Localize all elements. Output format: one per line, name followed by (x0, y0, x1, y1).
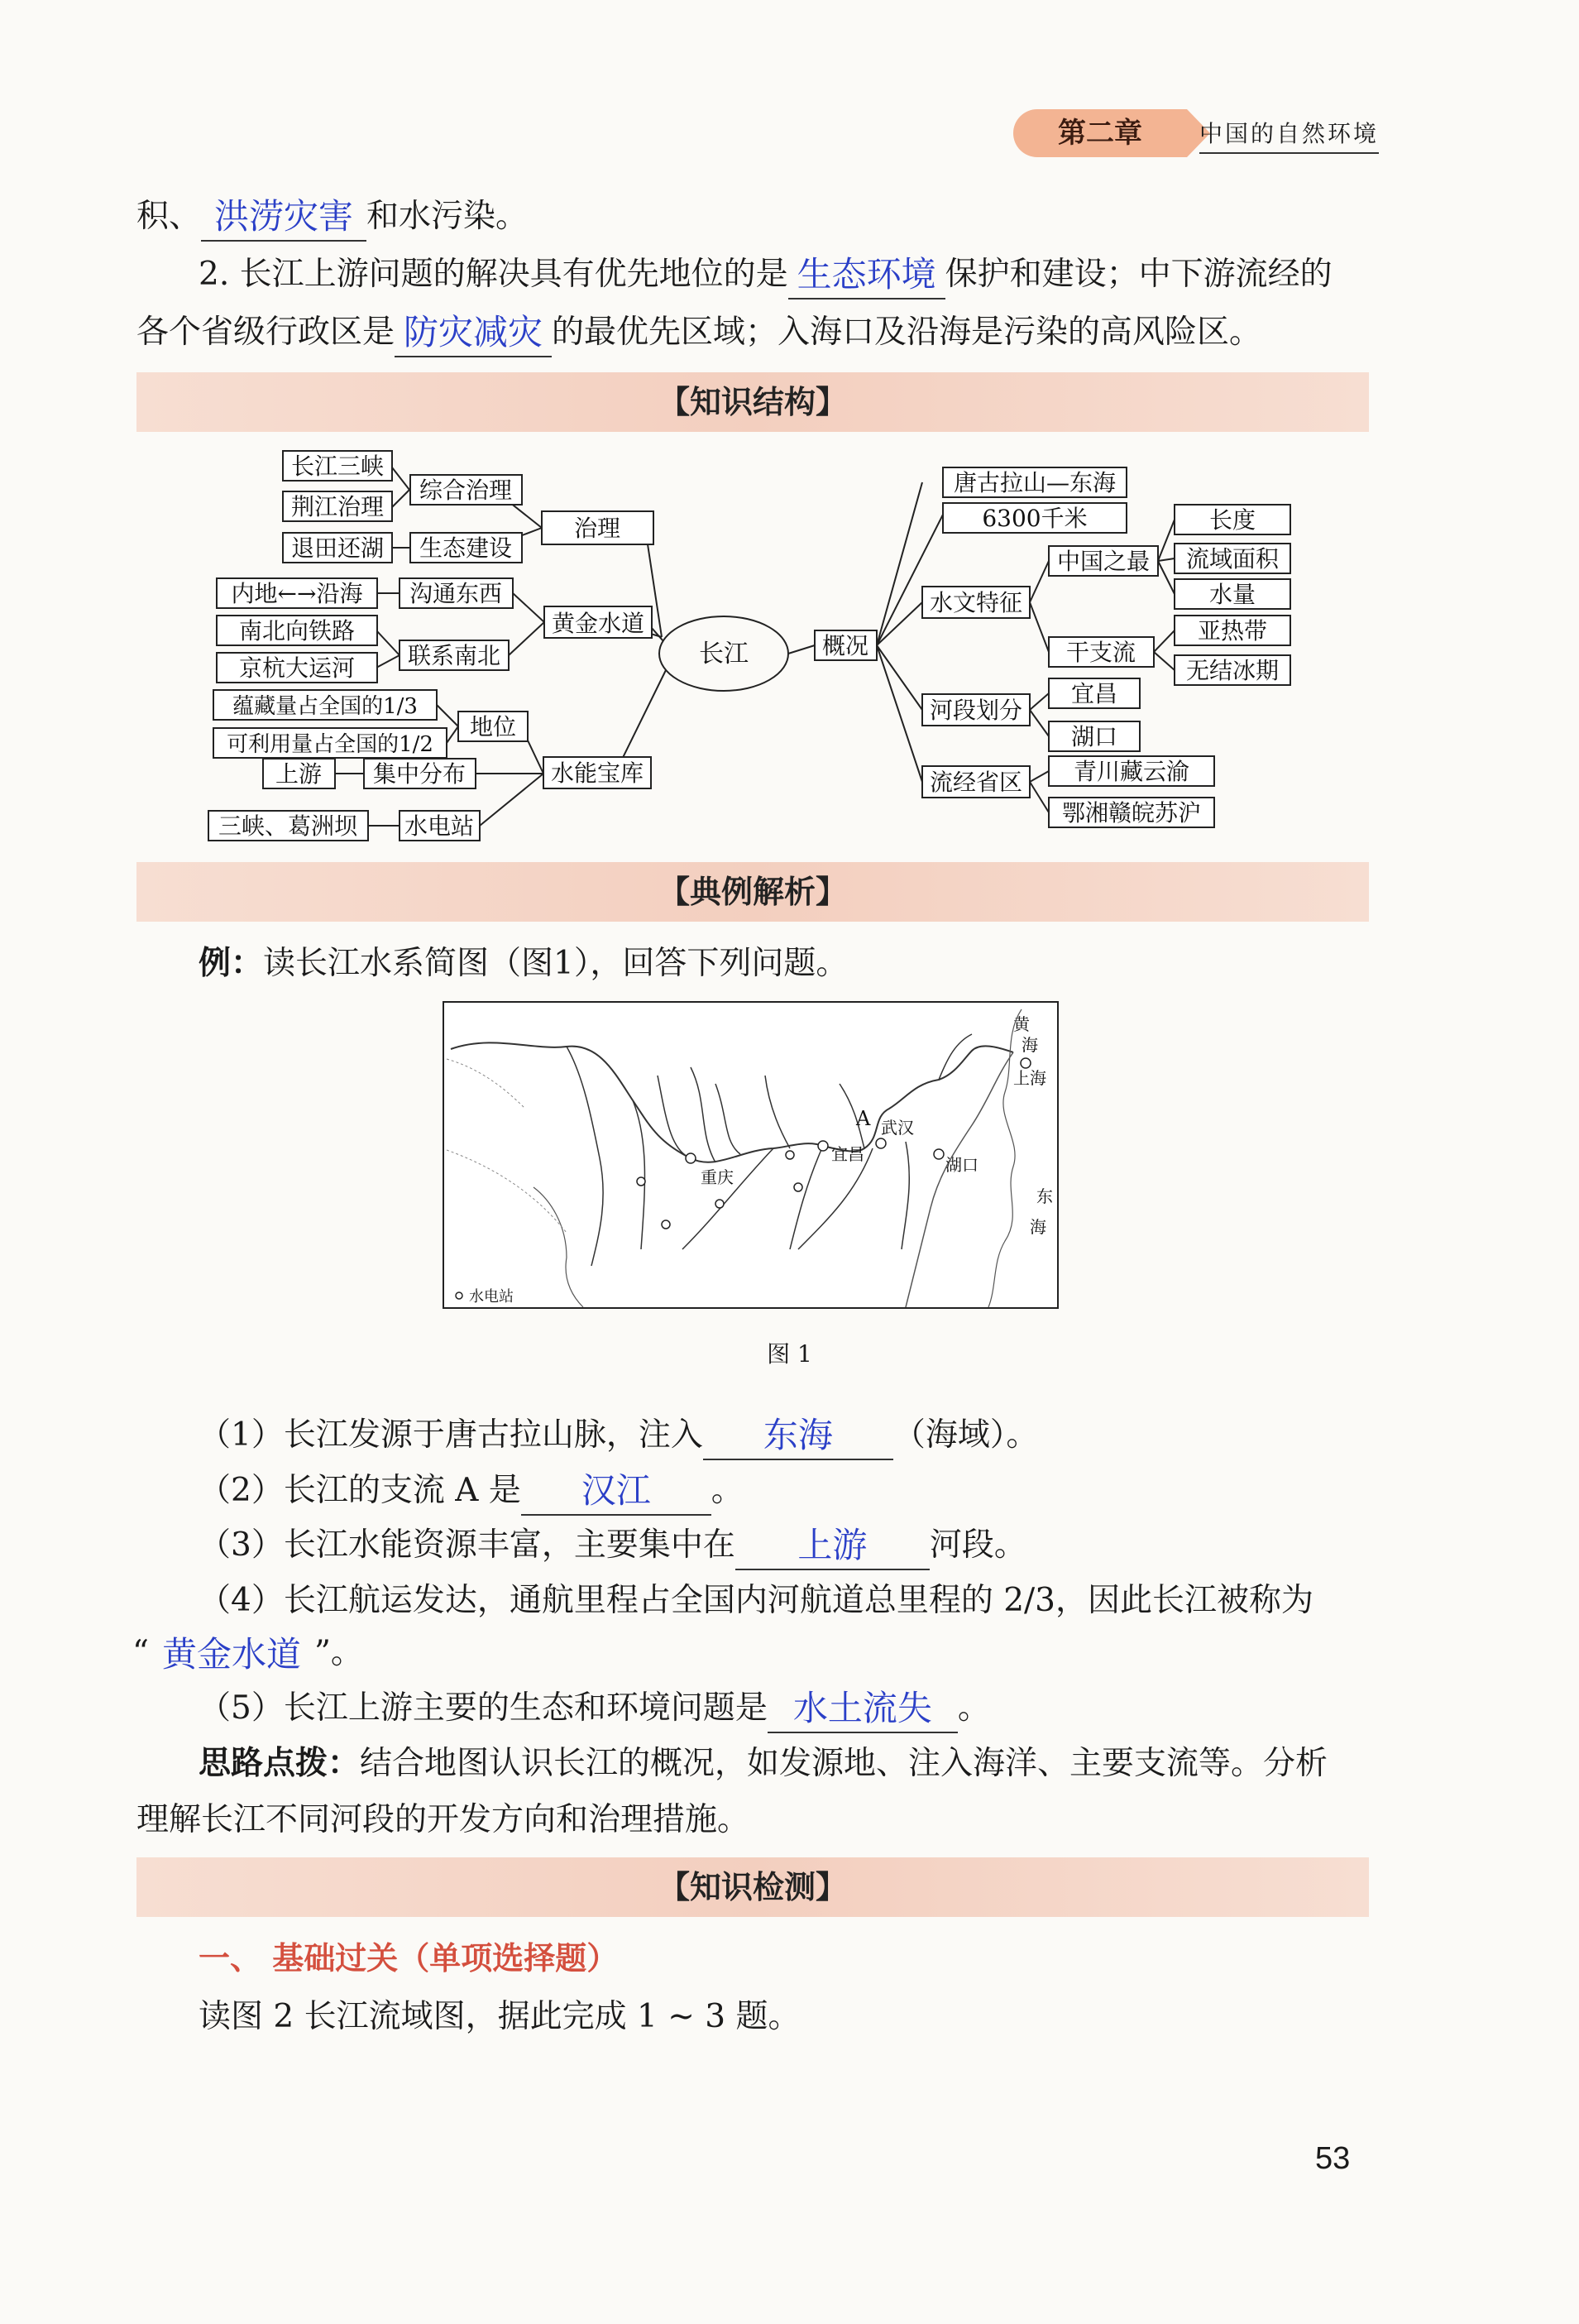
label: 水电站 (404, 812, 475, 840)
handwritten-answer: 汉江 (581, 1470, 651, 1511)
label: 青川藏云渝 (1073, 758, 1190, 785)
map-label: 海 (1022, 1035, 1038, 1055)
question-4-line-1 (199, 1576, 1313, 1626)
example-intro (199, 939, 848, 989)
text: 。 (957, 1689, 990, 1727)
question-1 (199, 1411, 1038, 1460)
text: “ (132, 1634, 149, 1671)
label: 水量 (1208, 581, 1256, 608)
hukou-dot (934, 1149, 944, 1159)
text: 河段。 (929, 1526, 1026, 1564)
question-2 (199, 1466, 744, 1516)
subsection-heading: 一、 基础过关（单项选择题） (199, 1940, 619, 1977)
label: 集中分布 (372, 760, 467, 788)
section-title: 【典例解析】 (658, 874, 847, 910)
answer-blank (703, 1416, 893, 1460)
figure-caption: 图 1 (767, 1340, 812, 1368)
label: 荆江治理 (290, 493, 385, 520)
text: ”。 (313, 1634, 363, 1671)
yangtze-map (443, 1001, 1059, 1309)
text: （4）长江航运发达，通航里程占全国内河航道总里程的 2/3，因此长江被称为 (199, 1582, 1313, 1619)
label: 联系南北 (407, 642, 501, 669)
text: 保护和建设；中下游流经的 (945, 256, 1333, 293)
map-label: 黄 (1013, 1014, 1030, 1034)
label: 综合治理 (419, 477, 513, 504)
text: 理解长江不同河段的开发方向和治理措施。 (136, 1801, 750, 1838)
hint-line-1 (199, 1739, 1328, 1789)
label: 河段划分 (929, 697, 1023, 724)
label: 可利用量占全国的1/2 (227, 732, 433, 757)
label: 治理 (573, 515, 621, 542)
label: 南北向铁路 (238, 617, 356, 644)
map-label: 上海 (1013, 1068, 1046, 1088)
label: 沟通东西 (409, 580, 503, 607)
text: 读长江水系简图（图1），回答下列问题。 (263, 945, 849, 982)
map-legend: 水电站 (469, 1288, 514, 1306)
map-label: 海 (1030, 1217, 1046, 1237)
label: 中国之最 (1056, 548, 1151, 575)
handwritten-answer: 东海 (763, 1415, 833, 1455)
handwritten-answer: 洪涝灾害 (214, 196, 354, 237)
section-band-check (136, 1857, 1369, 1917)
label: 水能宝库 (550, 759, 644, 787)
map-label: 宜昌 (831, 1144, 864, 1164)
text: 结合地图认识长江的概况，如发源地、注入海洋、主要支流等。分析 (360, 1745, 1328, 1782)
shanghai-dot (1021, 1058, 1031, 1068)
handwritten-answer: 上游 (797, 1525, 868, 1565)
text: （2）长江的支流 A 是 (199, 1472, 521, 1509)
chapter-badge: 第二章 (1013, 109, 1187, 157)
chapter-title: 中国的自然环境 (1199, 116, 1379, 154)
label: 6300千米 (982, 505, 1088, 532)
label: 长度 (1208, 506, 1256, 534)
label: 宜昌 (1070, 680, 1118, 707)
map-label: 湖口 (945, 1155, 979, 1175)
map-label: 重庆 (701, 1167, 734, 1187)
text: 积、 (136, 198, 202, 235)
label: 无结冰期 (1185, 657, 1280, 684)
question-5 (199, 1684, 990, 1733)
label: 蕴藏量占全国的1/3 (232, 694, 418, 719)
label: 流经省区 (929, 769, 1023, 796)
handwritten-answer: 生态环境 (797, 254, 936, 295)
text: 的最优先区域；入海口及沿海是污染的高风险区。 (552, 314, 1262, 351)
answer-blank (521, 1471, 711, 1516)
label: 思路点拨： (199, 1745, 361, 1782)
answer-blank (768, 1689, 958, 1733)
label: 水文特征 (929, 589, 1023, 616)
map-label: 武汉 (881, 1118, 914, 1138)
label: 亚热带 (1197, 617, 1268, 644)
yichang-dot (818, 1141, 828, 1151)
answer-field (149, 1635, 314, 1678)
handwritten-answer: 黄金水道 (161, 1634, 301, 1675)
section-title: 【知识检测】 (658, 1869, 847, 1905)
label: 唐古拉山—东海 (953, 469, 1117, 496)
map-label: A (856, 1107, 871, 1130)
handwritten-answer: 防灾减灾 (404, 312, 543, 352)
label: 生态建设 (419, 534, 513, 562)
label: 概况 (821, 632, 869, 659)
label: 三峡、葛洲坝 (218, 812, 358, 840)
label: 例： (199, 945, 264, 982)
map-label: 东 (1036, 1186, 1053, 1206)
question-3 (199, 1521, 1026, 1570)
section-title: 【知识结构】 (658, 384, 847, 420)
text: 和水污染。 (366, 198, 529, 235)
label: 地位 (469, 713, 517, 740)
text: （3）长江水能资源丰富，主要集中在 (199, 1526, 735, 1564)
legend-hydro-symbol (456, 1292, 462, 1299)
label: 长江三峡 (290, 453, 385, 480)
label: 流域面积 (1185, 545, 1280, 573)
answer-blank (735, 1526, 930, 1570)
check-instruction (199, 1992, 801, 2042)
label: 黄金水道 (551, 610, 645, 637)
hint-line-2 (136, 1795, 749, 1845)
label: 湖口 (1070, 723, 1118, 750)
text: （1）长江发源于唐古拉山脉，注入 (199, 1416, 703, 1454)
section-band-example (136, 862, 1369, 922)
question-4-line-2 (132, 1628, 363, 1678)
label: 干支流 (1065, 639, 1136, 666)
text: 读图 2 长江流域图，据此完成 1 ~ 3 题。 (199, 1998, 801, 2035)
label: 鄂湘赣皖苏沪 (1061, 799, 1202, 827)
text: （5）长江上游主要的生态和环境问题是 (199, 1689, 768, 1727)
label: 内地←→沿海 (231, 580, 363, 607)
text: 。 (711, 1472, 744, 1509)
chongqing-dot (686, 1153, 696, 1163)
text: 各个省级行政区是 (136, 314, 395, 351)
text: （海域）。 (892, 1416, 1039, 1454)
text: 2. 长江上游问题的解决具有优先地位的是 (199, 256, 788, 293)
center-label: 长江 (699, 640, 749, 668)
wuhan-dot (876, 1138, 886, 1148)
page-number: 53 (1315, 2141, 1351, 2176)
label: 京杭大运河 (238, 654, 356, 682)
handwritten-answer: 水土流失 (792, 1688, 932, 1728)
label: 上游 (275, 760, 323, 788)
label: 退田还湖 (290, 534, 385, 562)
